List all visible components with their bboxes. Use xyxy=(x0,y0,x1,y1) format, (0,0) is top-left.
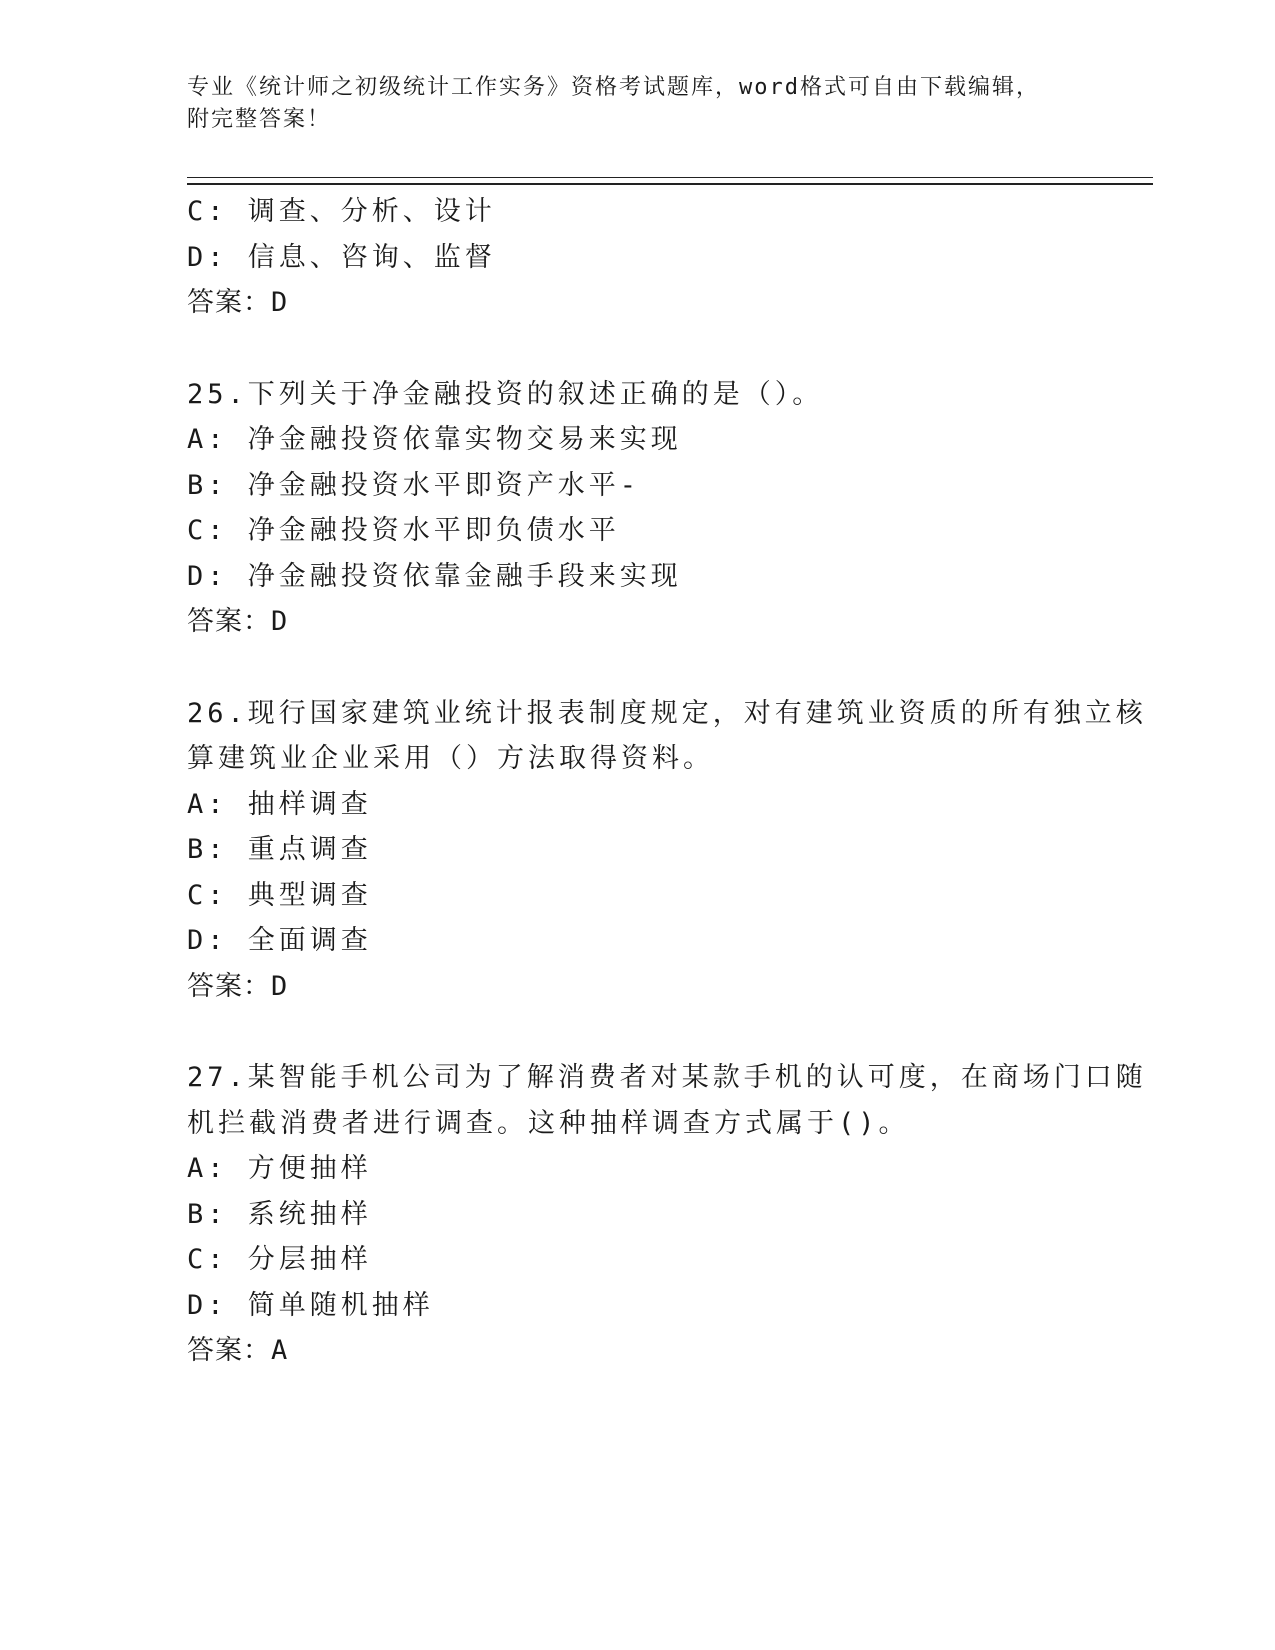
option-d: D: 净金融投资依靠金融手段来实现 xyxy=(187,560,682,592)
question-list xyxy=(187,189,1147,1374)
answer: 答案：A xyxy=(187,1335,289,1366)
page-header xyxy=(187,72,1087,136)
header-divider xyxy=(187,177,1153,185)
option-a: A: 净金融投资依靠实物交易来实现 xyxy=(187,424,682,455)
header-line-2: 附完整答案！ xyxy=(187,107,332,132)
option-a: A: 抽样调查 xyxy=(187,788,372,820)
question-text: 25.下列关于净金融投资的叙述正确的是（）。 xyxy=(187,378,824,410)
header-line-1: 专业《统计师之初级统计工作实务》资格考试题库，word格式可自由下载编辑， xyxy=(187,75,1040,100)
question-text: 机拦截消费者进行调查。这种抽样调查方式属于()。 xyxy=(187,1107,910,1139)
option-c: C: 分层抽样 xyxy=(187,1244,372,1275)
option-d: D: 信息、咨询、监督 xyxy=(187,241,496,273)
option-b: B: 净金融投资水平即资产水平- xyxy=(187,469,641,501)
option-a: A: 方便抽样 xyxy=(187,1153,372,1184)
spacer xyxy=(187,1009,1087,1055)
spacer xyxy=(187,326,1087,372)
question-continued xyxy=(187,189,1087,326)
option-d: D: 全面调查 xyxy=(187,925,372,956)
question-26 xyxy=(187,691,1147,1010)
spacer xyxy=(187,645,1087,691)
question-text: 26.现行国家建筑业统计报表制度规定，对有建筑业资质的所有独立核 xyxy=(187,697,1147,729)
option-c: C: 净金融投资水平即负债水平 xyxy=(187,515,620,546)
option-b: B: 系统抽样 xyxy=(187,1198,372,1230)
option-c: C: 典型调查 xyxy=(187,879,372,911)
question-text: 算建筑业企业采用（）方法取得资料。 xyxy=(187,743,714,774)
question-27 xyxy=(187,1055,1147,1374)
answer: 答案：D xyxy=(187,606,289,637)
option-b: B: 重点调查 xyxy=(187,834,372,865)
answer: 答案：D xyxy=(187,970,289,1002)
answer: 答案：D xyxy=(187,287,289,318)
option-d: D: 简单随机抽样 xyxy=(187,1289,434,1321)
question-text: 27.某智能手机公司为了解消费者对某款手机的认可度，在商场门口随 xyxy=(187,1062,1147,1093)
option-c: C: 调查、分析、设计 xyxy=(187,196,496,227)
question-25 xyxy=(187,372,1087,645)
